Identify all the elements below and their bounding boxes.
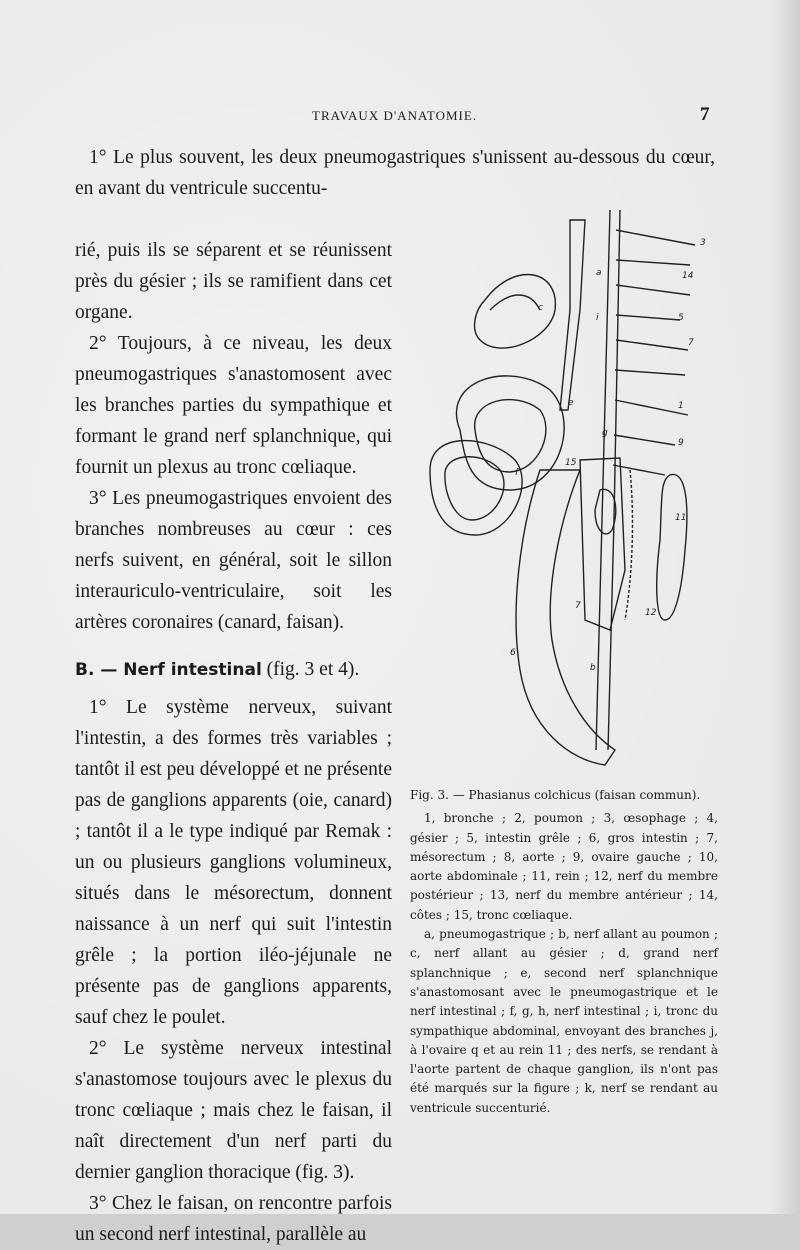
paragraph-6: 3° Chez le faisan, on rencontre parfois un second nerf intestinal, parallèle au [75, 1193, 392, 1245]
figure-label: a [596, 268, 602, 278]
caption-legend-letters: a, pneumogastrique ; b, nerf allant au poumon ; c, nerf allant au gésier ; d, grand nerf splanchnique ; e, second nerf splanchnique s'anastomosant avec le pneumogastrique et le nerf intestinal ; f, g, h, nerf intestinal ; i, tronc du sympathique abdominal, envoyant des branches j, à l'ovaire q et au rein 11 ; des nerfs, se rendant à l'aorte partent de chaque ganglion, ils n'ont pas été marqués sur la figure ; k, nerf se rendant au ventricule succenturié. [410, 927, 718, 1115]
large-intestine [516, 470, 615, 765]
figure-label: e [568, 398, 574, 408]
figure-label: f [515, 468, 519, 478]
figure-label: c [538, 303, 543, 313]
gizzard [456, 376, 564, 490]
rib [616, 285, 690, 295]
ovary [595, 489, 616, 534]
figure-label: 14 [682, 271, 694, 281]
figure-label: b [590, 663, 596, 673]
figure-label: 12 [645, 608, 657, 618]
figure-label: 11 [675, 513, 687, 523]
paragraph-2: 2° Toujours, à ce niveau, les deux pneumogastriques s'anastomosent avec les branches parties du sympathique et formant le grand nerf splanchnique, qui fournit un plexus au tronc cœliaque. [75, 333, 392, 478]
section-heading-b [75, 654, 392, 686]
gizzard-inner [475, 400, 546, 472]
esophagus [560, 220, 585, 410]
figure-label: 1 [678, 401, 684, 411]
rib [614, 435, 675, 445]
anatomical-figure [420, 190, 720, 775]
lung [475, 275, 556, 349]
rib [616, 260, 690, 265]
caption-title: Fig. 3. — Phasianus colchicus (faisan commun). [410, 788, 701, 802]
section-b-label: B. — Nerf intestinal [75, 660, 262, 680]
figure-label: i [596, 313, 599, 323]
aorta-line [596, 210, 610, 750]
kidney [657, 474, 687, 620]
figure-label: g [602, 428, 608, 438]
rib [615, 370, 685, 375]
spine-line [608, 210, 620, 750]
page-header [0, 104, 800, 128]
figure-label: 7 [575, 601, 581, 611]
figure-label: 7 [688, 338, 694, 348]
lung-lobes [490, 295, 540, 310]
rib [616, 230, 695, 245]
page-edge-shadow [770, 0, 800, 1214]
rib [616, 340, 688, 350]
paragraph-5: 2° Le système nerveux intestinal s'anastomose toujours avec le plexus du tronc cœliaque ; mais chez le faisan, il naît directement d'un nerf parti du dernier ganglion thoracique (fig. 3). [75, 1038, 392, 1183]
caption-legend-numbers: 1, bronche ; 2, poumon ; 3, œsophage ; 4, gésier ; 5, intestin grêle ; 6, gros intestin ; 7, mésorectum ; 8, aorte ; 9, ovaire gauche ; 10, aorte abdominale ; 11, rein ; 12, nerf du membre postérieur ; 13, nerf du membre antérieur ; 14, côtes ; 15, tronc cœliaque. [410, 811, 718, 922]
figure-label: 15 [565, 458, 577, 468]
left-text-column [75, 235, 392, 1250]
running-head: TRAVAUX D'ANATOMIE. [312, 108, 478, 123]
figure-caption [410, 786, 718, 1118]
anatomy-drawing [420, 190, 720, 775]
figure-label: 9 [678, 438, 684, 448]
section-b-reference: (fig. 3 et 4). [261, 659, 360, 680]
intestine-loop [430, 441, 522, 535]
page-number: 7 [700, 104, 710, 125]
paragraph-4: 1° Le système nerveux, suivant l'intestin, a des formes très variables ; tantôt il est peu développé et ne présente pas de ganglions apparents (oie, canard) ; tantôt il a le type indiqué par Remak : un ou plusieurs ganglions volumineux, situés dans le mésorectum, donnent naissance à un nerf qui suit l'intestin grêle ; la portion iléo-jéjunale ne présente pas de ganglions apparents, sauf chez le poulet. [75, 697, 392, 1028]
figure-label: 3 [700, 238, 706, 248]
rib [616, 315, 680, 320]
intestinal-nerve [625, 470, 632, 620]
paragraph-3: 3° Les pneumogastriques envoient des branches nombreuses au cœur : ces nerfs suivent, en général, soit le sillon interauriculo-ventriculaire, soit les artères coronaires (canard, faisan). [75, 488, 392, 633]
paragraph-1-continued: rié, puis ils se séparent et se réunissent près du gésier ; ils se ramifient dans cet organe. [75, 240, 392, 323]
figure-label: 5 [678, 313, 684, 323]
figure-label: 6 [510, 648, 516, 658]
paragraph-1-line: 1° Le plus souvent, les deux pneumogastriques s'unissent au-dessous du cœur, en avant du ventricule succentu- [75, 147, 715, 199]
